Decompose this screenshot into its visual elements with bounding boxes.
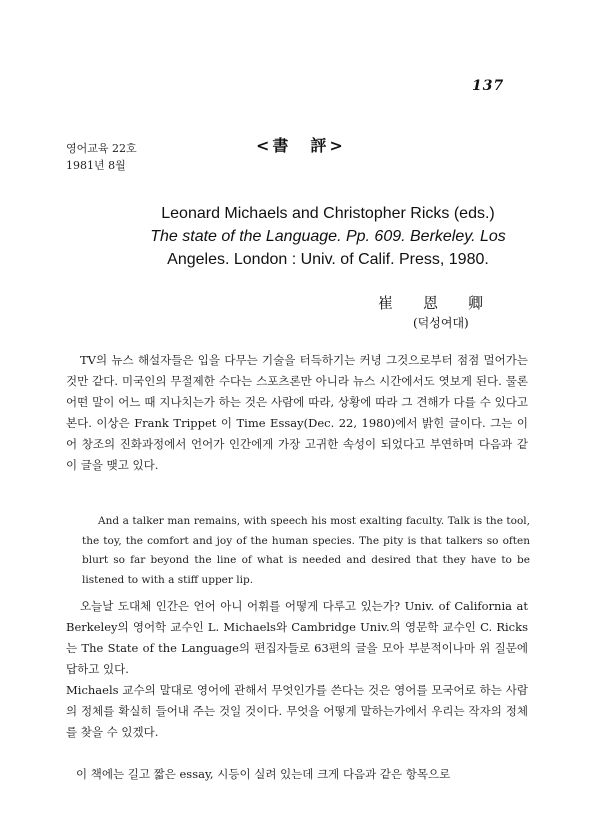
journal-issue: 영어교육 22호 <box>66 142 137 155</box>
page-number: 137 <box>472 78 505 94</box>
reviewer-affiliation: (덕성여대) <box>413 316 469 330</box>
body-paragraph-2: 오늘날 도대체 인간은 언어 아니 어휘를 어떻게 다루고 있는가? Univ. of California at Berkeley의 영어학 교수인 L. Michaels와 Cambridge Univ.의 영문학 교수인 C. Ricks는 The State of the Language의 편집자들로 63편의 글을 모아 부분적이나마 위 질문에 답하고 있다. <box>66 599 528 676</box>
body-paragraph-3: Michaels 교수의 말대로 영어에 관해서 무엇인가를 쓴다는 것은 영어를 모국어로 하는 사람의 정체를 확실히 들어내 주는 것일 것이다. 무엇을 어떻게 말하는가에서 우리는 작자의 정체를 찾을 수 있겠다. <box>66 683 528 739</box>
section-title: <書 評> <box>256 136 346 155</box>
journal-info <box>66 140 137 174</box>
block-quote: And a talker man remains, with speech his most exalting faculty. Talk is the tool, the toy, the comfort and joy of the human species. The pity is that talkers so often blurt so far beyond the line of what is needed and desired that they have to be listened to with a stiff upper lip. <box>82 515 530 586</box>
journal-date: 1981년 8월 <box>66 159 126 172</box>
body-paragraph-1: TV의 뉴스 해설자들은 입을 다무는 기술을 터득하기는 커녕 그것으로부터 점점 멀어가는 것만 같다. 미국인의 무절제한 수다는 스포츠론만 아니라 뉴스 시간에서도 엿보게 된다. 물론 어떤 말이 어느 때 지나치는가 하는 것은 사람에 따라, 상황에 따라 그 견해가 다를 수 있다고 본다. 이상은 Frank Trippet 이 Time Essay(Dec. 22, 1980)에서 밝힌 글이다. 그는 이어 창조의 진화과정에서 언어가 인간에게 가장 고귀한 속성이 되었다고 부연하며 다음과 같이 글을 맺고 있다. <box>66 353 528 472</box>
reviewer-name: 崔恩卿 <box>378 294 514 312</box>
body-paragraph-4: 이 책에는 길고 짧은 essay, 시등이 실려 있는데 크게 다음과 같은 항목으로 <box>76 767 451 781</box>
book-citation <box>108 202 548 271</box>
book-title-line: The state of the Language. Pp. 609. Berkeley. Los <box>150 228 506 245</box>
book-editors: Leonard Michaels and Christopher Ricks (eds.) <box>161 205 495 222</box>
book-publisher-line: Angeles. London : Univ. of Calif. Press, 1980. <box>167 251 489 268</box>
